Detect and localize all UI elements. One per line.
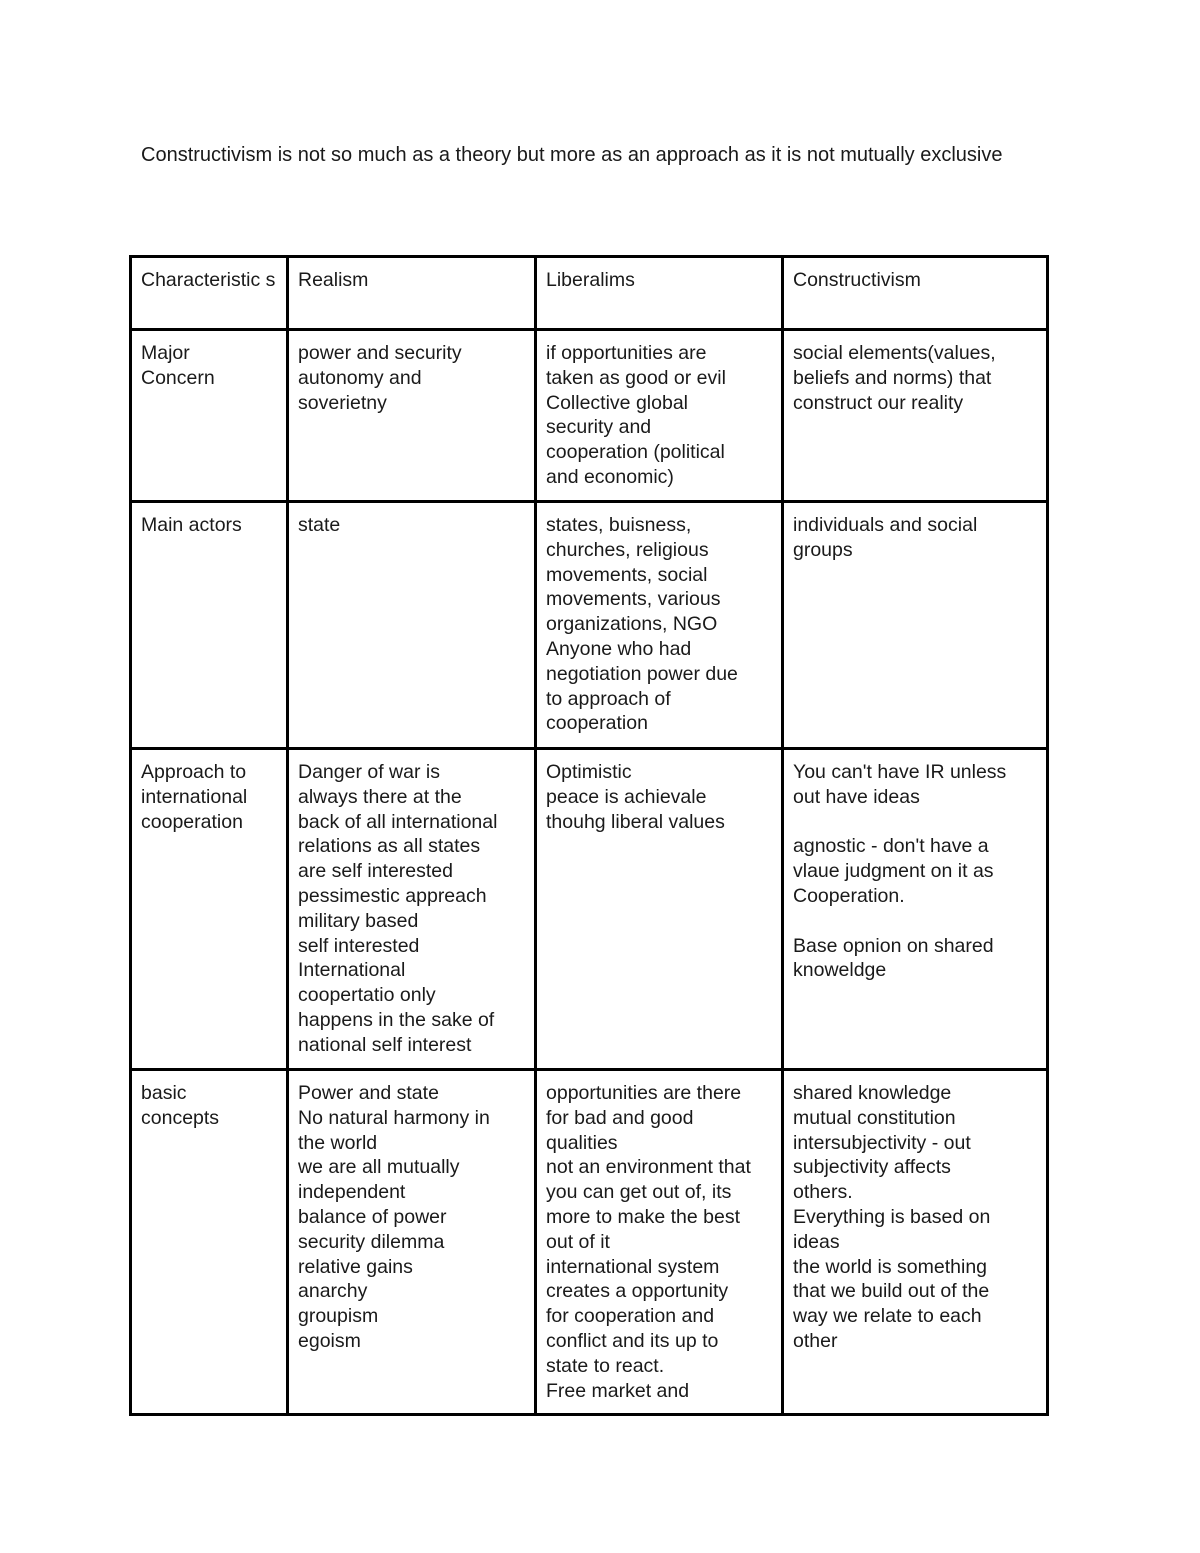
cell-line: security and <box>546 416 652 439</box>
paragraph-gap <box>793 810 1037 835</box>
header-cell-constructivism: Constructivism <box>783 257 1048 330</box>
cell-line: Major <box>141 342 190 364</box>
cell-line: for cooperation and <box>546 1305 715 1328</box>
cell-line: You can't have IR unless <box>793 761 1007 783</box>
cell-line: more to make the best <box>546 1205 741 1228</box>
row-label-cell <box>131 1070 288 1415</box>
cell-line: coopertatio only <box>298 984 436 1007</box>
cell-line: military based <box>298 909 419 932</box>
row-label-cell <box>131 749 288 1070</box>
cell-line: other <box>793 1329 838 1352</box>
constructivism-cell <box>783 749 1048 1070</box>
header-cell-realism: Realism <box>288 257 536 330</box>
cell-line: egoism <box>298 1329 361 1352</box>
cell-line: cooperation <box>141 810 243 833</box>
comparison-table <box>129 255 1049 1416</box>
cell-line: Concern <box>141 366 215 389</box>
liberalism-cell <box>536 1070 783 1415</box>
constructivism-cell <box>783 330 1048 502</box>
cell-line: Free market and <box>546 1379 690 1402</box>
table-row-basic-concepts <box>131 1070 1048 1415</box>
cell-line: state to react. <box>546 1354 665 1377</box>
cell-line: balance of power <box>298 1205 447 1228</box>
cell-line: agnostic - don't have a <box>793 835 989 858</box>
cell-line: we are all mutually <box>298 1156 460 1179</box>
cell-line: No natural harmony in <box>298 1106 490 1129</box>
cell-line: opportunities are there <box>546 1082 742 1104</box>
intro-paragraph: Constructivism is not so much as a theory but more as an approach as it is not mutually exclusive <box>141 144 1003 166</box>
cell-line: ideas <box>793 1230 840 1253</box>
cell-line: relations as all states <box>298 835 481 858</box>
cell-line: intersubjectivity - out <box>793 1131 971 1154</box>
cell-line: Base opnion on shared <box>793 934 994 957</box>
row-label-cell <box>131 502 288 749</box>
cell-line: international <box>141 785 248 808</box>
cell-line: soverietny <box>298 391 387 414</box>
cell-line: groups <box>793 538 853 561</box>
constructivism-cell <box>783 1070 1048 1415</box>
cell-line: out of it <box>546 1230 610 1253</box>
cell-line: independent <box>298 1181 406 1204</box>
cell-line: vlaue judgment on it as <box>793 860 994 883</box>
cell-line: others. <box>793 1181 853 1204</box>
paragraph-gap <box>793 909 1037 934</box>
cell-line: power and security <box>298 342 462 364</box>
cell-line: are self interested <box>298 860 454 883</box>
cell-line: social elements(values, <box>793 342 996 364</box>
cell-line: for bad and good <box>546 1106 694 1129</box>
cell-line: creates a opportunity <box>546 1280 729 1303</box>
cell-line: the world is something <box>793 1255 988 1278</box>
cell-line: not an environment that <box>546 1156 751 1179</box>
cell-line: organizations, NGO <box>546 613 718 636</box>
cell-line: construct our reality <box>793 391 964 414</box>
cell-line: the world <box>298 1131 378 1154</box>
cell-line: movements, various <box>546 588 721 611</box>
cell-line: shared knowledge <box>793 1082 952 1104</box>
cell-line: Everything is based on <box>793 1205 991 1228</box>
cell-line: Danger of war is <box>298 761 440 783</box>
cell-line: out have ideas <box>793 785 920 808</box>
row-label-cell <box>131 330 288 502</box>
header-cell-liberalism: Liberalims <box>536 257 783 330</box>
cell-line: national self interest <box>298 1033 472 1056</box>
cell-line: pessimestic appreach <box>298 884 487 907</box>
realism-cell <box>288 330 536 502</box>
liberalism-cell <box>536 330 783 502</box>
cell-line: international system <box>546 1255 720 1278</box>
cell-line: autonomy and <box>298 366 422 389</box>
cell-line: cooperation <box>546 712 648 735</box>
cell-line: you can get out of, its <box>546 1181 732 1204</box>
cell-line: taken as good or evil <box>546 366 726 389</box>
cell-line: negotiation power due <box>546 662 738 685</box>
cell-line: International <box>298 959 406 982</box>
cell-line: if opportunities are <box>546 342 707 364</box>
liberalism-cell <box>536 502 783 749</box>
table-row-approach <box>131 749 1048 1070</box>
cell-line: Cooperation. <box>793 884 905 907</box>
cell-line: always there at the <box>298 785 462 808</box>
cell-line: Collective global <box>546 391 688 414</box>
liberalism-cell <box>536 749 783 1070</box>
cell-line: relative gains <box>298 1255 413 1278</box>
realism-cell <box>288 502 536 749</box>
cell-line: way we relate to each <box>793 1305 982 1328</box>
cell-line: anarchy <box>298 1280 368 1303</box>
cell-line: and economic) <box>546 465 674 488</box>
cell-line: state <box>298 514 341 536</box>
cell-line: back of all international <box>298 810 498 833</box>
cell-line: concepts <box>141 1106 220 1129</box>
realism-cell <box>288 1070 536 1415</box>
cell-line: thouhg liberal values <box>546 810 725 833</box>
cell-line: Anyone who had <box>546 637 692 660</box>
cell-line: cooperation (political <box>546 441 725 464</box>
cell-line: mutual constitution <box>793 1106 956 1129</box>
cell-line: self interested <box>298 934 420 957</box>
cell-line: conflict and its up to <box>546 1329 719 1352</box>
cell-line: subjectivity affects <box>793 1156 951 1179</box>
cell-line: to approach of <box>546 687 671 710</box>
cell-line: Approach to <box>141 761 247 783</box>
cell-line: qualities <box>546 1131 618 1154</box>
constructivism-cell <box>783 502 1048 749</box>
cell-line: Power and state <box>298 1082 439 1104</box>
cell-line: churches, religious <box>546 538 709 561</box>
cell-line: states, buisness, <box>546 514 692 536</box>
cell-line: Main actors <box>141 514 242 536</box>
cell-line: happens in the sake of <box>298 1008 495 1031</box>
cell-line: knoweldge <box>793 959 887 982</box>
cell-line: individuals and social <box>793 514 978 536</box>
cell-line: that we build out of the <box>793 1280 990 1303</box>
header-cell-characteristics: Characteristic s <box>131 257 288 330</box>
cell-line: security dilemma <box>298 1230 445 1253</box>
cell-line: basic <box>141 1082 187 1104</box>
cell-line: beliefs and norms) that <box>793 366 992 389</box>
cell-line: groupism <box>298 1305 379 1328</box>
cell-line: Optimistic <box>546 761 632 783</box>
cell-line: peace is achievale <box>546 785 707 808</box>
realism-cell <box>288 749 536 1070</box>
table-header-row <box>131 257 1048 330</box>
table-row-main-actors <box>131 502 1048 749</box>
table-row-major-concern <box>131 330 1048 502</box>
cell-line: movements, social <box>546 563 708 586</box>
